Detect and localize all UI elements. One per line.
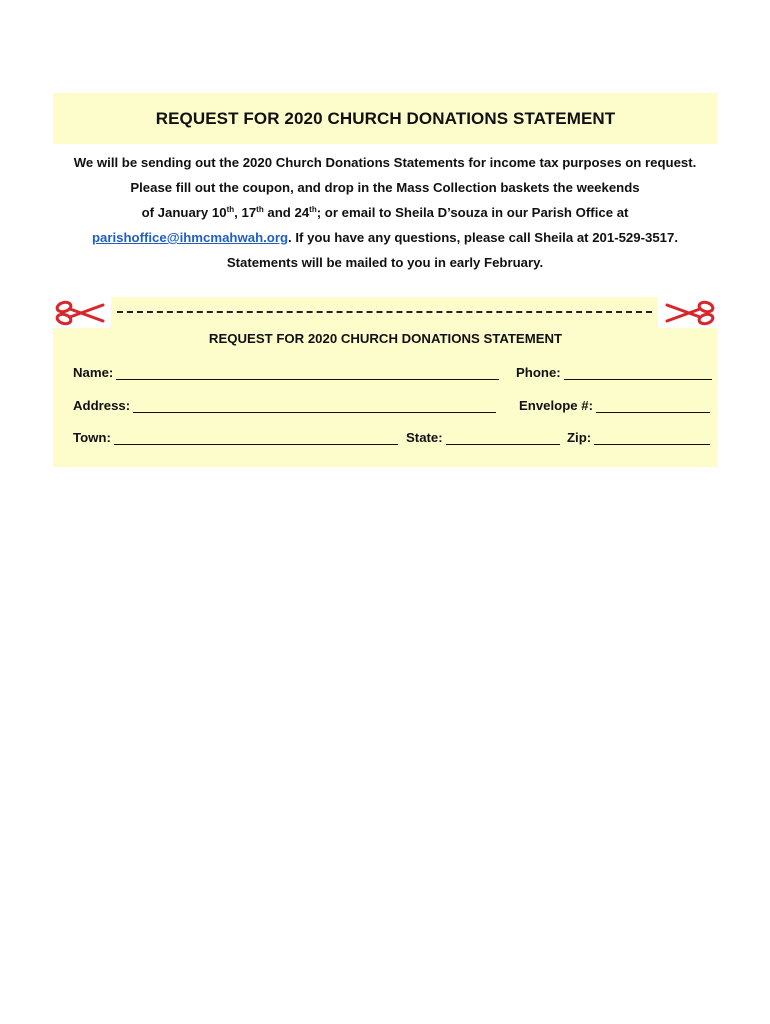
- ordinal-suffix: th: [226, 205, 235, 214]
- zip-blank[interactable]: [594, 432, 710, 445]
- zip-field[interactable]: [567, 430, 710, 445]
- intro-line-3: [40, 200, 730, 225]
- town-label: Town:: [73, 430, 111, 445]
- envelope-label: Envelope #:: [519, 398, 594, 413]
- coupon-title: REQUEST FOR 2020 CHURCH DONATIONS STATEMENT: [208, 331, 563, 346]
- scissors-icon: [55, 299, 105, 327]
- town-field[interactable]: [73, 430, 398, 445]
- coupon-body: [53, 328, 718, 467]
- state-label: State:: [406, 430, 443, 445]
- ordinal-suffix: th: [256, 205, 264, 214]
- cut-line-strip: [111, 297, 658, 328]
- name-label: Name:: [73, 365, 114, 380]
- phone-field[interactable]: [516, 365, 712, 380]
- intro-text: [40, 150, 730, 275]
- email-link[interactable]: parishoffice@ihmcmahwah.org: [91, 230, 289, 245]
- cut-line-row: [53, 297, 718, 328]
- phone-label: Phone:: [516, 365, 561, 380]
- state-field[interactable]: [406, 430, 560, 445]
- envelope-blank[interactable]: [596, 400, 710, 413]
- address-field[interactable]: [73, 398, 496, 413]
- coupon-row-name-phone: [73, 365, 715, 383]
- dashed-cut-line: [117, 311, 652, 313]
- intro-line-2: Please fill out the coupon, and drop in the Mass Collection baskets the weekends: [130, 180, 640, 195]
- name-blank[interactable]: [116, 367, 499, 380]
- coupon: [53, 297, 718, 467]
- coupon-row-address-envelope: [73, 398, 715, 416]
- intro-line-1: We will be sending out the 2020 Church Donations Statements for income tax purposes on request.: [73, 155, 697, 170]
- phone-blank[interactable]: [564, 367, 712, 380]
- page-title: REQUEST FOR 2020 CHURCH DONATIONS STATEMENT: [155, 108, 616, 128]
- ordinal-suffix: th: [309, 205, 317, 214]
- scissors-icon: [665, 299, 715, 327]
- address-label: Address:: [73, 398, 131, 413]
- address-blank[interactable]: [133, 400, 496, 413]
- envelope-field[interactable]: [519, 398, 710, 413]
- name-field[interactable]: [73, 365, 499, 380]
- intro-line-5: Statements will be mailed to you in early February.: [226, 255, 544, 270]
- coupon-row-town-state-zip: [73, 430, 715, 448]
- intro-line-3-prefix: of January 10: [141, 205, 227, 220]
- state-blank[interactable]: [446, 432, 560, 445]
- intro-line-3-suffix: ; or email to Sheila D’souza in our Parish Office at: [316, 205, 629, 220]
- intro-line-3-mid2: and 24: [263, 205, 310, 220]
- town-blank[interactable]: [114, 432, 398, 445]
- intro-line-4-suffix: . If you have any questions, please call Sheila at 201-529-3517.: [288, 230, 678, 245]
- title-banner: [53, 93, 718, 144]
- zip-label: Zip:: [567, 430, 592, 445]
- intro-line-3-mid1: , 17: [234, 205, 257, 220]
- intro-line-4: [40, 225, 730, 250]
